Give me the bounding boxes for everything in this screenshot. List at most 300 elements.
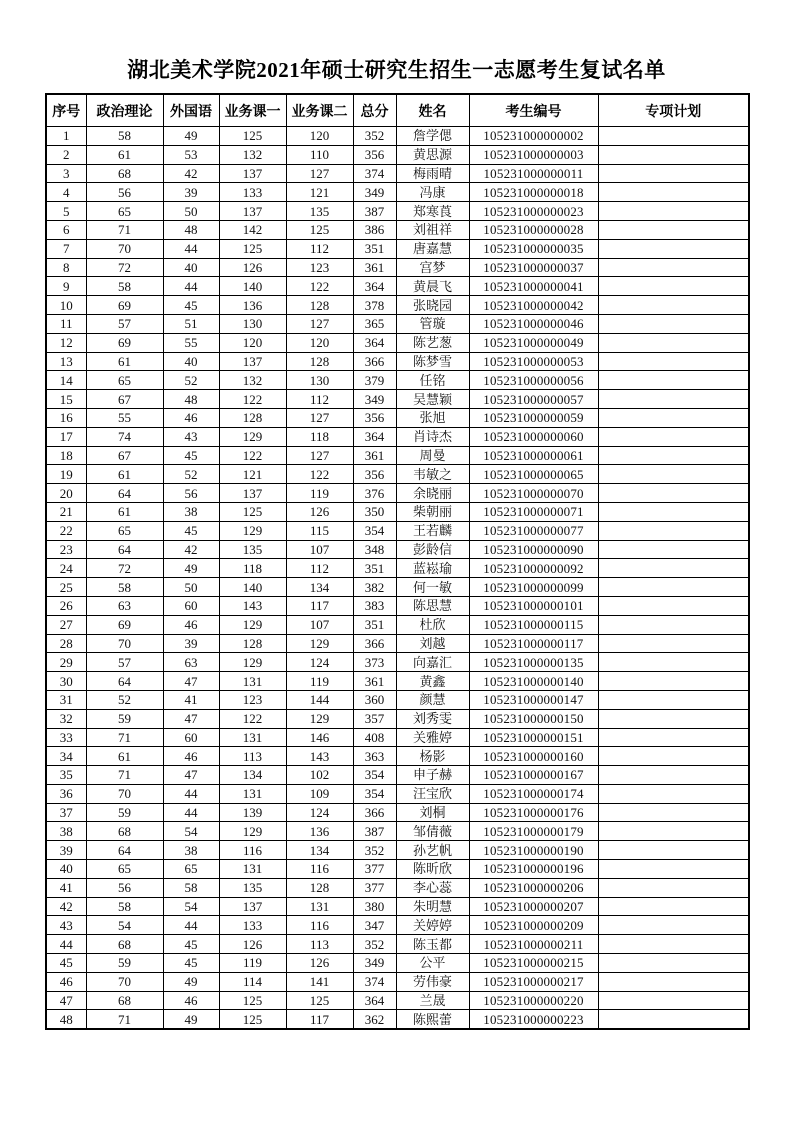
table-cell: 肖诗杰: [396, 427, 469, 446]
table-cell: 59: [86, 803, 163, 822]
table-cell: 16: [46, 408, 86, 427]
table-row: [46, 127, 749, 146]
table-cell: 3: [46, 164, 86, 183]
table-cell: 46: [163, 615, 219, 634]
table-cell: 143: [286, 747, 353, 766]
table-cell: 129: [286, 634, 353, 653]
table-cell: 116: [219, 841, 286, 860]
table-cell: 139: [219, 803, 286, 822]
table-cell: 122: [219, 446, 286, 465]
table-cell: 47: [163, 709, 219, 728]
table-cell: 黄晨飞: [396, 277, 469, 296]
table-cell: 105231000000018: [469, 183, 598, 202]
table-row: [46, 145, 749, 164]
table-row: [46, 427, 749, 446]
table-cell: 4: [46, 183, 86, 202]
table-cell: 65: [163, 860, 219, 879]
table-cell: 362: [353, 1010, 396, 1029]
table-row: [46, 766, 749, 785]
table-cell: 129: [219, 653, 286, 672]
table-cell: 47: [163, 766, 219, 785]
table-row: [46, 709, 749, 728]
table-cell: 关雅婷: [396, 728, 469, 747]
table-row: [46, 239, 749, 258]
table-cell: 44: [163, 277, 219, 296]
header-cell-8: 专项计划: [598, 94, 749, 127]
table-cell: 116: [286, 860, 353, 879]
table-cell: 54: [86, 916, 163, 935]
table-cell: 351: [353, 615, 396, 634]
table-cell: 42: [163, 164, 219, 183]
table-cell: 352: [353, 935, 396, 954]
table-cell: 46: [163, 747, 219, 766]
table-cell: 119: [219, 954, 286, 973]
table-cell: 朱明慧: [396, 897, 469, 916]
table-cell: 44: [163, 803, 219, 822]
table-row: [46, 465, 749, 484]
table-cell: 127: [286, 164, 353, 183]
table-cell: 38: [163, 502, 219, 521]
table-cell: 60: [163, 596, 219, 615]
table-cell: 105231000000101: [469, 596, 598, 615]
table-cell: 105231000000215: [469, 954, 598, 973]
table-cell: 105231000000060: [469, 427, 598, 446]
table-cell: 刘越: [396, 634, 469, 653]
table-cell: 133: [219, 916, 286, 935]
table-cell: [598, 897, 749, 916]
table-row: [46, 578, 749, 597]
table-cell: 68: [86, 164, 163, 183]
table-cell: 44: [163, 784, 219, 803]
table-cell: [598, 860, 749, 879]
table-cell: 9: [46, 277, 86, 296]
table-cell: 15: [46, 390, 86, 409]
table-cell: [598, 484, 749, 503]
table-cell: 122: [219, 390, 286, 409]
table-cell: 陈思慧: [396, 596, 469, 615]
table-cell: 韦敏之: [396, 465, 469, 484]
table-cell: [598, 954, 749, 973]
table-cell: [598, 822, 749, 841]
table-cell: 41: [46, 878, 86, 897]
table-cell: 49: [163, 127, 219, 146]
table-cell: 105231000000223: [469, 1010, 598, 1029]
table-cell: 105231000000211: [469, 935, 598, 954]
table-row: [46, 803, 749, 822]
table-cell: [598, 371, 749, 390]
table-cell: 131: [219, 672, 286, 691]
table-cell: 408: [353, 728, 396, 747]
table-cell: 54: [163, 897, 219, 916]
table-cell: 121: [219, 465, 286, 484]
table-cell: [598, 1010, 749, 1029]
table-cell: 61: [86, 352, 163, 371]
table-cell: [598, 878, 749, 897]
table-cell: [598, 333, 749, 352]
table-cell: 70: [86, 784, 163, 803]
table-cell: 39: [46, 841, 86, 860]
table-cell: 63: [86, 596, 163, 615]
table-cell: 105231000000003: [469, 145, 598, 164]
table-cell: 梅雨晴: [396, 164, 469, 183]
table-cell: 127: [286, 314, 353, 333]
table-cell: 67: [86, 446, 163, 465]
header-cell-6: 姓名: [396, 94, 469, 127]
table-cell: [598, 672, 749, 691]
table-cell: 105231000000002: [469, 127, 598, 146]
table-row: [46, 296, 749, 315]
table-row: [46, 333, 749, 352]
table-cell: 105231000000070: [469, 484, 598, 503]
table-cell: 132: [219, 145, 286, 164]
table-row: [46, 202, 749, 221]
table-cell: 65: [86, 371, 163, 390]
table-cell: 122: [286, 277, 353, 296]
table-cell: 105231000000206: [469, 878, 598, 897]
table-cell: [598, 220, 749, 239]
table-cell: 123: [219, 690, 286, 709]
table-cell: 146: [286, 728, 353, 747]
table-cell: 379: [353, 371, 396, 390]
table-cell: 44: [163, 916, 219, 935]
table-row: [46, 521, 749, 540]
table-cell: 124: [286, 803, 353, 822]
table-row: [46, 596, 749, 615]
table-cell: 20: [46, 484, 86, 503]
table-cell: 136: [219, 296, 286, 315]
table-cell: 37: [46, 803, 86, 822]
table-row: [46, 314, 749, 333]
table-cell: 125: [219, 127, 286, 146]
table-cell: 117: [286, 596, 353, 615]
table-cell: 134: [286, 578, 353, 597]
table-cell: 69: [86, 615, 163, 634]
table-cell: 52: [163, 371, 219, 390]
table-cell: 102: [286, 766, 353, 785]
table-cell: 376: [353, 484, 396, 503]
table-cell: 107: [286, 615, 353, 634]
table-cell: 25: [46, 578, 86, 597]
table-row: [46, 897, 749, 916]
table-cell: [598, 784, 749, 803]
table-cell: 59: [86, 709, 163, 728]
table-cell: 131: [286, 897, 353, 916]
table-cell: 54: [163, 822, 219, 841]
table-cell: 125: [219, 1010, 286, 1029]
table-cell: 40: [163, 258, 219, 277]
table-row: [46, 559, 749, 578]
table-cell: [598, 972, 749, 991]
table-cell: 45: [163, 954, 219, 973]
table-cell: 68: [86, 822, 163, 841]
table-row: [46, 878, 749, 897]
table-cell: 王若麟: [396, 521, 469, 540]
table-cell: 364: [353, 333, 396, 352]
table-row: [46, 1010, 749, 1029]
table-row: [46, 672, 749, 691]
table-cell: 117: [286, 1010, 353, 1029]
table-cell: 134: [219, 766, 286, 785]
table-cell: 105231000000077: [469, 521, 598, 540]
table-cell: 65: [86, 202, 163, 221]
table-cell: 129: [219, 822, 286, 841]
table-cell: 105231000000117: [469, 634, 598, 653]
table-cell: 382: [353, 578, 396, 597]
table-cell: 冯康: [396, 183, 469, 202]
table-cell: 何一敏: [396, 578, 469, 597]
table-cell: 140: [219, 578, 286, 597]
table-header-row: [46, 94, 749, 127]
table-cell: 105231000000151: [469, 728, 598, 747]
table-row: [46, 540, 749, 559]
table-cell: 46: [46, 972, 86, 991]
table-cell: [598, 615, 749, 634]
table-cell: 1: [46, 127, 86, 146]
table-cell: [598, 446, 749, 465]
table-cell: 135: [219, 878, 286, 897]
table-cell: 47: [163, 672, 219, 691]
table-row: [46, 390, 749, 409]
table-cell: 2: [46, 145, 86, 164]
table-cell: [598, 559, 749, 578]
table-cell: 郑寒莨: [396, 202, 469, 221]
table-cell: 52: [86, 690, 163, 709]
table-cell: 51: [163, 314, 219, 333]
table-cell: [598, 935, 749, 954]
table-cell: [598, 390, 749, 409]
table-row: [46, 502, 749, 521]
table-cell: 112: [286, 239, 353, 258]
table-cell: 364: [353, 427, 396, 446]
table-cell: 374: [353, 972, 396, 991]
table-cell: 吴慧颖: [396, 390, 469, 409]
table-cell: 47: [46, 991, 86, 1010]
table-cell: 14: [46, 371, 86, 390]
table-cell: 137: [219, 352, 286, 371]
header-cell-4: 业务课二: [286, 94, 353, 127]
table-cell: 52: [163, 465, 219, 484]
table-cell: 27: [46, 615, 86, 634]
table-cell: 118: [286, 427, 353, 446]
table-cell: 58: [86, 578, 163, 597]
table-cell: 105231000000176: [469, 803, 598, 822]
table-cell: 18: [46, 446, 86, 465]
table-cell: 詹学偲: [396, 127, 469, 146]
table-cell: 43: [163, 427, 219, 446]
table-row: [46, 277, 749, 296]
table-cell: 74: [86, 427, 163, 446]
table-cell: 354: [353, 784, 396, 803]
table-cell: 126: [219, 935, 286, 954]
table-row: [46, 653, 749, 672]
table-cell: 105231000000220: [469, 991, 598, 1010]
table-cell: 116: [286, 916, 353, 935]
table-cell: 59: [86, 954, 163, 973]
table-cell: 61: [86, 145, 163, 164]
table-cell: 48: [163, 390, 219, 409]
table-cell: 142: [219, 220, 286, 239]
table-cell: 64: [86, 540, 163, 559]
table-cell: 61: [86, 502, 163, 521]
header-cell-1: 政治理论: [86, 94, 163, 127]
table-cell: 70: [86, 634, 163, 653]
table-cell: [598, 202, 749, 221]
table-cell: 105231000000179: [469, 822, 598, 841]
table-cell: 68: [86, 991, 163, 1010]
table-cell: 21: [46, 502, 86, 521]
table-cell: 386: [353, 220, 396, 239]
table-cell: [598, 408, 749, 427]
table-cell: 366: [353, 634, 396, 653]
table-cell: 357: [353, 709, 396, 728]
table-cell: 30: [46, 672, 86, 691]
table-cell: 377: [353, 878, 396, 897]
table-cell: 126: [286, 954, 353, 973]
table-cell: [598, 145, 749, 164]
table-cell: 刘祖祥: [396, 220, 469, 239]
table-cell: 55: [163, 333, 219, 352]
table-row: [46, 258, 749, 277]
table-cell: 105231000000196: [469, 860, 598, 879]
table-cell: 关婷婷: [396, 916, 469, 935]
table-cell: 劳伟豪: [396, 972, 469, 991]
table-cell: 112: [286, 559, 353, 578]
table-cell: 378: [353, 296, 396, 315]
table-cell: 黄思源: [396, 145, 469, 164]
table-cell: 兰晟: [396, 991, 469, 1010]
table-row: [46, 690, 749, 709]
table-cell: [598, 803, 749, 822]
table-cell: 125: [219, 991, 286, 1010]
table-cell: 130: [219, 314, 286, 333]
table-cell: 118: [219, 559, 286, 578]
table-cell: 356: [353, 145, 396, 164]
header-cell-5: 总分: [353, 94, 396, 127]
table-cell: 120: [286, 127, 353, 146]
table-row: [46, 220, 749, 239]
table-cell: 109: [286, 784, 353, 803]
table-cell: 65: [86, 521, 163, 540]
table-cell: 12: [46, 333, 86, 352]
table-cell: 45: [163, 521, 219, 540]
table-cell: [598, 653, 749, 672]
table-cell: 17: [46, 427, 86, 446]
table-cell: 陈玉都: [396, 935, 469, 954]
table-cell: 137: [219, 164, 286, 183]
table-cell: 105231000000190: [469, 841, 598, 860]
table-row: [46, 784, 749, 803]
table-cell: 63: [163, 653, 219, 672]
table-cell: 36: [46, 784, 86, 803]
table-cell: 61: [86, 747, 163, 766]
table-cell: 132: [219, 371, 286, 390]
table-cell: 361: [353, 446, 396, 465]
header-cell-0: 序号: [46, 94, 86, 127]
table-cell: 彭龄信: [396, 540, 469, 559]
table-cell: 105231000000167: [469, 766, 598, 785]
table-cell: 45: [163, 296, 219, 315]
table-cell: 122: [219, 709, 286, 728]
table-cell: 李心蕊: [396, 878, 469, 897]
table-row: [46, 615, 749, 634]
table-cell: 347: [353, 916, 396, 935]
table-cell: 115: [286, 521, 353, 540]
table-cell: 129: [286, 709, 353, 728]
table-cell: 68: [86, 935, 163, 954]
table-cell: [598, 427, 749, 446]
table-cell: 105231000000140: [469, 672, 598, 691]
table-cell: 8: [46, 258, 86, 277]
table-cell: 128: [286, 878, 353, 897]
table-row: [46, 183, 749, 202]
table-cell: 129: [219, 427, 286, 446]
table-cell: 31: [46, 690, 86, 709]
table-cell: 349: [353, 954, 396, 973]
table-cell: 19: [46, 465, 86, 484]
table-cell: 65: [86, 860, 163, 879]
table-cell: 71: [86, 766, 163, 785]
table-row: [46, 408, 749, 427]
table-cell: 361: [353, 258, 396, 277]
table-cell: 58: [86, 897, 163, 916]
table-cell: 140: [219, 277, 286, 296]
table-cell: 354: [353, 766, 396, 785]
table-cell: 42: [163, 540, 219, 559]
table-cell: 向嘉汇: [396, 653, 469, 672]
table-row: [46, 352, 749, 371]
table-cell: 141: [286, 972, 353, 991]
table-cell: [598, 634, 749, 653]
table-cell: 122: [286, 465, 353, 484]
table-cell: 127: [286, 446, 353, 465]
table-cell: 105231000000150: [469, 709, 598, 728]
table-cell: 公平: [396, 954, 469, 973]
table-cell: [598, 991, 749, 1010]
table-cell: 50: [163, 578, 219, 597]
table-cell: 114: [219, 972, 286, 991]
table-row: [46, 822, 749, 841]
table-cell: 72: [86, 258, 163, 277]
table-cell: [598, 596, 749, 615]
table-cell: 349: [353, 390, 396, 409]
table-cell: 40: [46, 860, 86, 879]
table-cell: 105231000000115: [469, 615, 598, 634]
table-cell: 45: [46, 954, 86, 973]
table-cell: 陈梦雪: [396, 352, 469, 371]
table-cell: 6: [46, 220, 86, 239]
table-cell: 351: [353, 559, 396, 578]
table-cell: 348: [353, 540, 396, 559]
table-cell: 113: [286, 935, 353, 954]
table-cell: 40: [163, 352, 219, 371]
table-cell: 105231000000092: [469, 559, 598, 578]
table-cell: 33: [46, 728, 86, 747]
table-row: [46, 728, 749, 747]
table-cell: 143: [219, 596, 286, 615]
table-cell: 71: [86, 1010, 163, 1029]
table-cell: 366: [353, 352, 396, 371]
table-cell: 49: [163, 972, 219, 991]
table-cell: 陈昕欣: [396, 860, 469, 879]
table-cell: 任铭: [396, 371, 469, 390]
table-cell: [598, 239, 749, 258]
table-cell: 38: [46, 822, 86, 841]
table-cell: 105231000000217: [469, 972, 598, 991]
table-cell: 105231000000147: [469, 690, 598, 709]
table-cell: 105231000000059: [469, 408, 598, 427]
table-row: [46, 991, 749, 1010]
table-cell: 50: [163, 202, 219, 221]
